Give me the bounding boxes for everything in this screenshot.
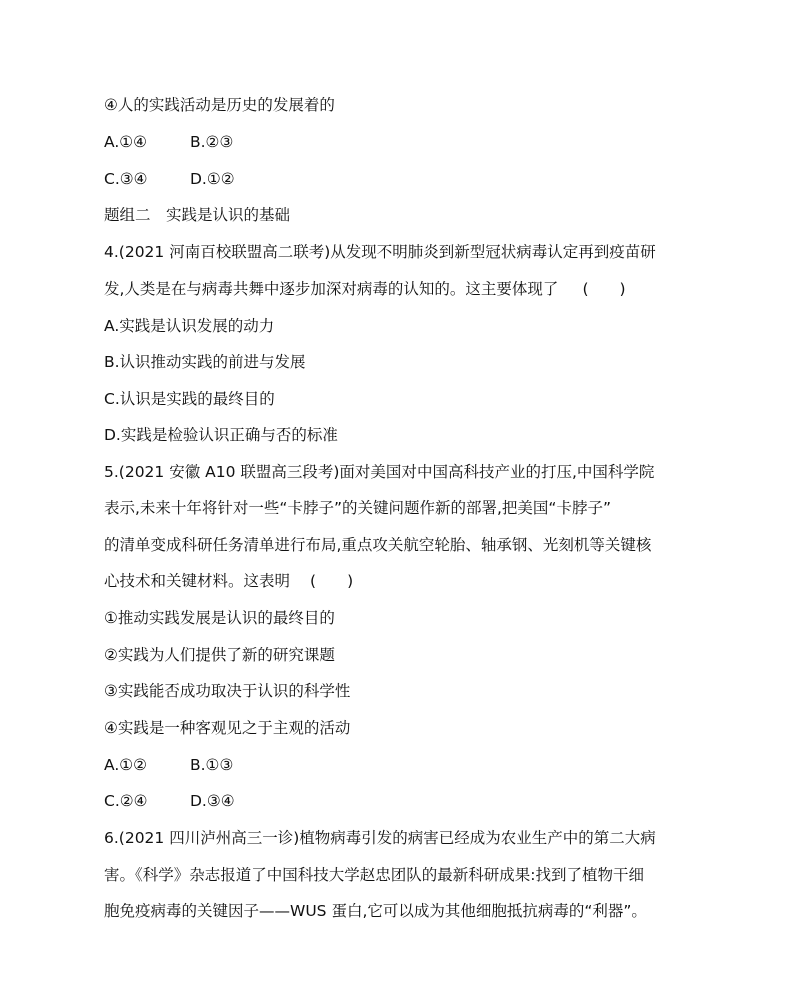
question-4-option-c: C.认识是实践的最终目的 <box>104 390 275 408</box>
question-4-option-a: A.实践是认识发展的动力 <box>104 317 275 335</box>
question-4-text-line-2 <box>104 279 626 299</box>
option-d: D.③④ <box>190 792 235 810</box>
option-b: B.①③ <box>190 756 234 774</box>
question-6-text-line-1: 6.(2021 四川泸州高三一诊)植物病毒引发的病害已经成为农业生产中的第二大病 <box>104 829 656 847</box>
question-5-options-row-2 <box>104 791 235 811</box>
question-5-statement-2: ②实践为人们提供了新的研究课题 <box>104 646 335 664</box>
question-5-text: 心技术和关键材料。这表明 <box>104 572 291 590</box>
option-c: C.③④ <box>104 170 148 188</box>
section-heading: 题组二 实践是认识的基础 <box>104 206 291 224</box>
statement-4: ④人的实践活动是历史的发展着的 <box>104 96 335 114</box>
option-a: A.①④ <box>104 133 148 151</box>
question-5-text-line-2: 表示,未来十年将针对一些“卡脖子”的关键问题作新的部署,把美国“卡脖子” <box>104 499 611 517</box>
option-b: B.②③ <box>190 133 234 151</box>
question-4-option-d: D.实践是检验认识正确与否的标准 <box>104 426 338 444</box>
question-5-options-row-1 <box>104 755 233 775</box>
question-4-text: 发,人类是在与病毒共舞中逐步加深对病毒的认知的。这主要体现了 <box>104 280 559 298</box>
question-5-text-line-1: 5.(2021 安徽 A10 联盟高三段考)面对美国对中国高科技产业的打压,中国科学院 <box>104 463 655 481</box>
question-4-option-b: B.认识推动实践的前进与发展 <box>104 353 306 371</box>
question-6-text-line-2: 害。《科学》杂志报道了中国科技大学赵忠团队的最新科研成果:找到了植物干细 <box>104 866 644 884</box>
question-5-text-line-4 <box>104 571 353 591</box>
question-5-text-line-3: 的清单变成科研任务清单进行布局,重点攻关航空轮胎、轴承钢、光刻机等关键核 <box>104 536 652 554</box>
question-5-statement-1: ①推动实践发展是认识的最终目的 <box>104 609 335 627</box>
options-row-2 <box>104 169 235 189</box>
question-5-statement-4: ④实践是一种客观见之于主观的活动 <box>104 719 351 737</box>
answer-blank: ( ) <box>310 572 354 590</box>
question-5-statement-3: ③实践能否成功取决于认识的科学性 <box>104 682 351 700</box>
option-a: A.①② <box>104 756 148 774</box>
question-4-text-line-1: 4.(2021 河南百校联盟高二联考)从发现不明肺炎到新型冠状病毒认定再到疫苗研 <box>104 243 656 261</box>
option-d: D.①② <box>190 170 235 188</box>
question-6-text-line-3: 胞免疫病毒的关键因子——WUS 蛋白,它可以成为其他细胞抵抗病毒的“利器”。 <box>104 902 647 920</box>
options-row-1 <box>104 132 233 152</box>
answer-blank: ( ) <box>582 280 626 298</box>
option-c: C.②④ <box>104 792 148 810</box>
